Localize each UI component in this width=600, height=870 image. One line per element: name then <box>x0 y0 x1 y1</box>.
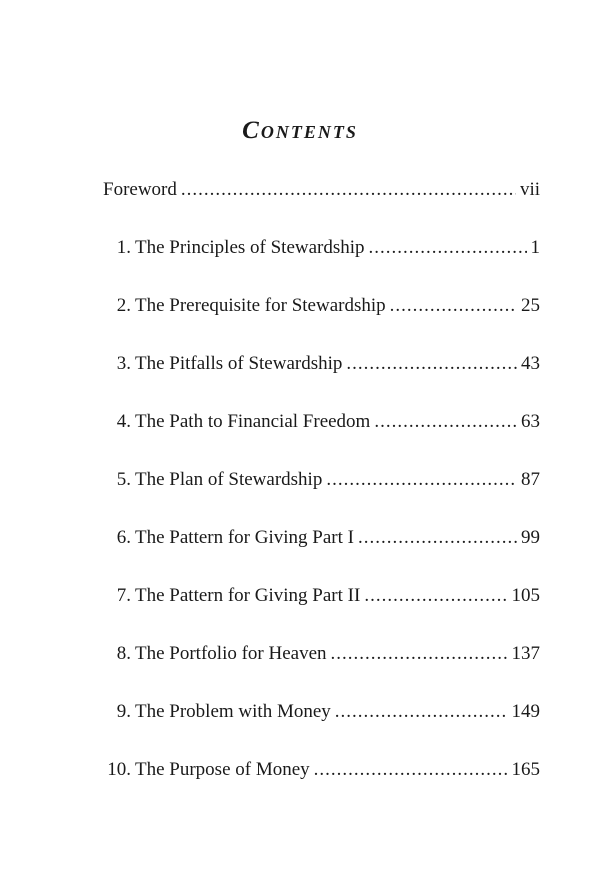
entry-page-number: 165 <box>511 759 540 780</box>
entry-number: 8. <box>116 643 131 664</box>
entry-page-number: 25 <box>521 295 540 316</box>
toc-entry-4 <box>103 406 540 438</box>
entry-page-number: vii <box>519 179 540 200</box>
dot-leader <box>374 406 517 438</box>
dot-leader <box>326 464 517 496</box>
toc-entry-5 <box>103 464 540 496</box>
toc-entry-7 <box>103 580 540 612</box>
entry-page-number: 137 <box>511 643 540 664</box>
dot-leader <box>181 174 516 206</box>
entry-title: The Prerequisite for Stewardship <box>135 295 386 316</box>
entry-title: The Purpose of Money <box>135 759 310 780</box>
entry-page-number: 105 <box>511 585 540 606</box>
entry-number: 5. <box>116 469 131 490</box>
entry-number: 4. <box>116 411 131 432</box>
toc-entry-9 <box>103 696 540 728</box>
dot-leader <box>358 522 517 554</box>
dot-leader <box>390 290 517 322</box>
toc-entry-foreword <box>103 174 540 206</box>
entry-title: The Pitfalls of Stewardship <box>135 353 343 374</box>
dot-leader <box>364 580 507 612</box>
entry-number: 6. <box>116 527 131 548</box>
entry-title: The Principles of Stewardship <box>135 237 365 258</box>
page-title: Contents <box>242 117 358 144</box>
toc-entry-6 <box>103 522 540 554</box>
entry-title: Foreword <box>103 179 177 200</box>
entry-number: 3. <box>116 353 131 374</box>
dot-leader <box>346 348 517 380</box>
entry-page-number: 43 <box>521 353 540 374</box>
dot-leader <box>335 696 508 728</box>
entry-title: The Plan of Stewardship <box>135 469 323 490</box>
toc-entry-2 <box>103 290 540 322</box>
toc-entry-1 <box>103 232 540 264</box>
dot-leader <box>314 754 508 786</box>
entry-title: The Pattern for Giving Part I <box>135 527 354 548</box>
entry-page-number: 1 <box>530 237 540 258</box>
entry-number: 10. <box>107 759 131 780</box>
entry-page-number: 99 <box>521 527 540 548</box>
entry-title: The Path to Financial Freedom <box>135 411 371 432</box>
entry-page-number: 87 <box>521 469 540 490</box>
dot-leader <box>369 232 527 264</box>
toc-entry-8 <box>103 638 540 670</box>
entry-title: The Pattern for Giving Part II <box>135 585 361 606</box>
entry-number: 9. <box>116 701 131 722</box>
entry-page-number: 63 <box>521 411 540 432</box>
toc-entry-10 <box>103 754 540 786</box>
entry-number: 2. <box>116 295 131 316</box>
dot-leader <box>331 638 508 670</box>
toc-entry-3 <box>103 348 540 380</box>
entry-title: The Problem with Money <box>135 701 331 722</box>
entry-page-number: 149 <box>511 701 540 722</box>
entry-number: 1. <box>116 237 131 258</box>
entry-number: 7. <box>116 585 131 606</box>
entry-title: The Portfolio for Heaven <box>135 643 327 664</box>
